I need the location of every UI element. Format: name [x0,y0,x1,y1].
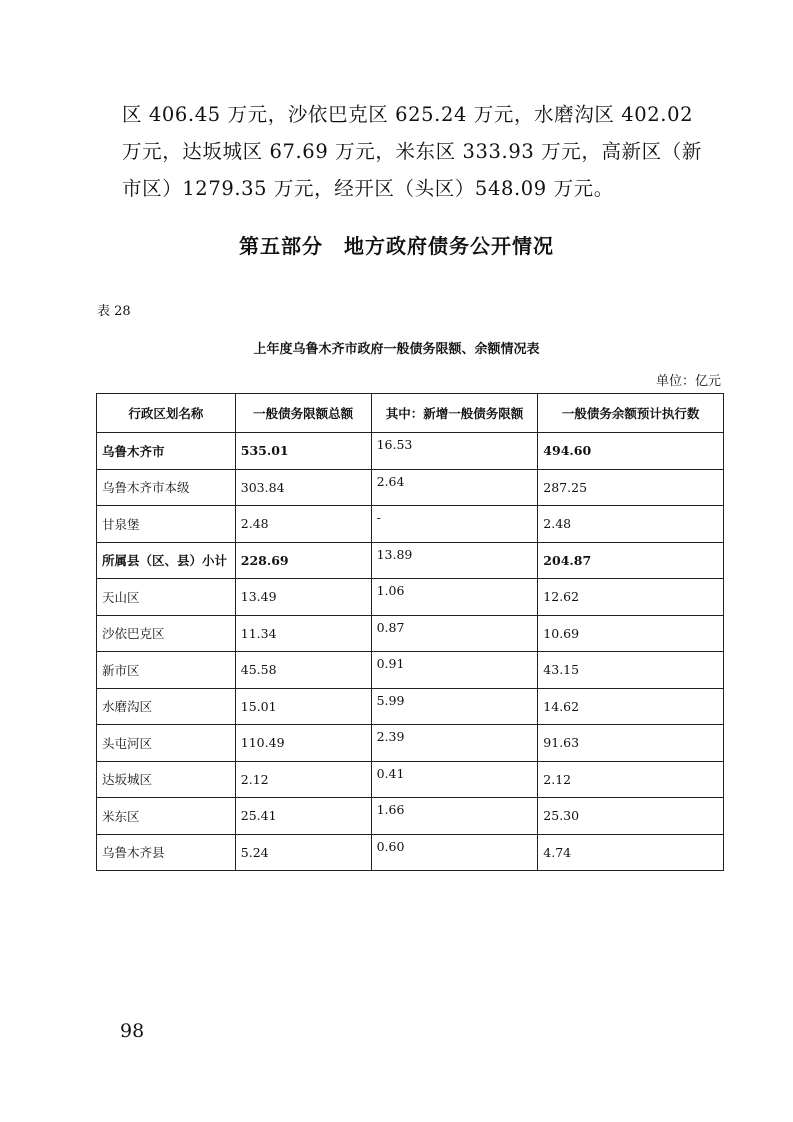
table-cell-name: 新市区 [97,652,236,689]
paragraph-line: 区 406.45 万元，沙依巴克区 625.24 万元，水磨沟区 402.02 [122,103,694,126]
table-row [97,506,724,543]
table-cell-balance: 4.74 [538,834,724,871]
table-cell-balance: 204.87 [538,542,724,579]
column-header: 其中：新增一般债务限额 [371,394,538,433]
table-cell-balance: 12.62 [538,579,724,616]
table-cell-new-limit: 1.06 [371,579,538,616]
table-cell-limit: 13.49 [235,579,371,616]
table-cell-limit: 11.34 [235,615,371,652]
table-cell-new-limit: 0.91 [371,652,538,689]
table-row [97,542,724,579]
body-paragraph [122,96,702,207]
table-cell-new-limit: 1.66 [371,798,538,835]
table-cell-new-limit: 2.39 [371,725,538,762]
table-row [97,725,724,762]
paragraph-line: 万元，达坂城区 67.69 万元，米东区 333.93 万元，高新区（新 [122,140,702,163]
table-cell-balance: 91.63 [538,725,724,762]
column-header: 一般债务限额总额 [235,394,371,433]
table-cell-new-limit: 16.53 [371,433,538,470]
table-cell-limit: 2.12 [235,761,371,798]
column-header: 一般债务余额预计执行数 [538,394,724,433]
table-cell-balance: 25.30 [538,798,724,835]
table-row [97,761,724,798]
table-cell-name: 天山区 [97,579,236,616]
table-cell-balance: 43.15 [538,652,724,689]
table-cell-limit: 303.84 [235,469,371,506]
table-row [97,834,724,871]
table-cell-new-limit: 2.64 [371,469,538,506]
table-cell-new-limit: 5.99 [371,688,538,725]
table-cell-limit: 2.48 [235,506,371,543]
table-cell-new-limit: 0.60 [371,834,538,871]
table-cell-name: 甘泉堡 [97,506,236,543]
table-cell-name: 乌鲁木齐县 [97,834,236,871]
table-cell-limit: 5.24 [235,834,371,871]
table-cell-name: 水磨沟区 [97,688,236,725]
section-title: 第五部分 地方政府债务公开情况 [239,234,554,258]
table-cell-balance: 2.48 [538,506,724,543]
table-cell-name: 乌鲁木齐市本级 [97,469,236,506]
table-cell-name: 米东区 [97,798,236,835]
table-row [97,798,724,835]
table-row [97,579,724,616]
table-cell-balance: 494.60 [538,433,724,470]
table-cell-limit: 535.01 [235,433,371,470]
table-cell-limit: 25.41 [235,798,371,835]
table-header-row [97,394,724,433]
table-cell-new-limit: 13.89 [371,542,538,579]
unit-label: 单位：亿元 [655,374,721,389]
table-cell-name: 所属县（区、县）小计 [97,542,236,579]
page-number: 98 [120,1020,145,1042]
table-row [97,469,724,506]
table-number: 表 28 [97,304,131,319]
table-cell-balance: 2.12 [538,761,724,798]
table-cell-new-limit: 0.41 [371,761,538,798]
table-cell-limit: 45.58 [235,652,371,689]
column-header: 行政区划名称 [97,394,236,433]
table-cell-name: 沙依巴克区 [97,615,236,652]
table-cell-limit: 228.69 [235,542,371,579]
table-row [97,615,724,652]
table-title: 上年度乌鲁木齐市政府一般债务限额、余额情况表 [253,342,540,357]
table-cell-name: 达坂城区 [97,761,236,798]
table-cell-name: 头屯河区 [97,725,236,762]
table-row [97,688,724,725]
table-row [97,433,724,470]
table-cell-balance: 14.62 [538,688,724,725]
table-cell-balance: 287.25 [538,469,724,506]
table-row [97,652,724,689]
paragraph-line: 市区）1279.35 万元，经开区（头区）548.09 万元。 [122,177,614,200]
table-cell-new-limit: - [371,506,538,543]
table-cell-new-limit: 0.87 [371,615,538,652]
debt-table [96,393,724,871]
table-cell-balance: 10.69 [538,615,724,652]
table-cell-limit: 15.01 [235,688,371,725]
table-cell-name: 乌鲁木齐市 [97,433,236,470]
table-cell-limit: 110.49 [235,725,371,762]
